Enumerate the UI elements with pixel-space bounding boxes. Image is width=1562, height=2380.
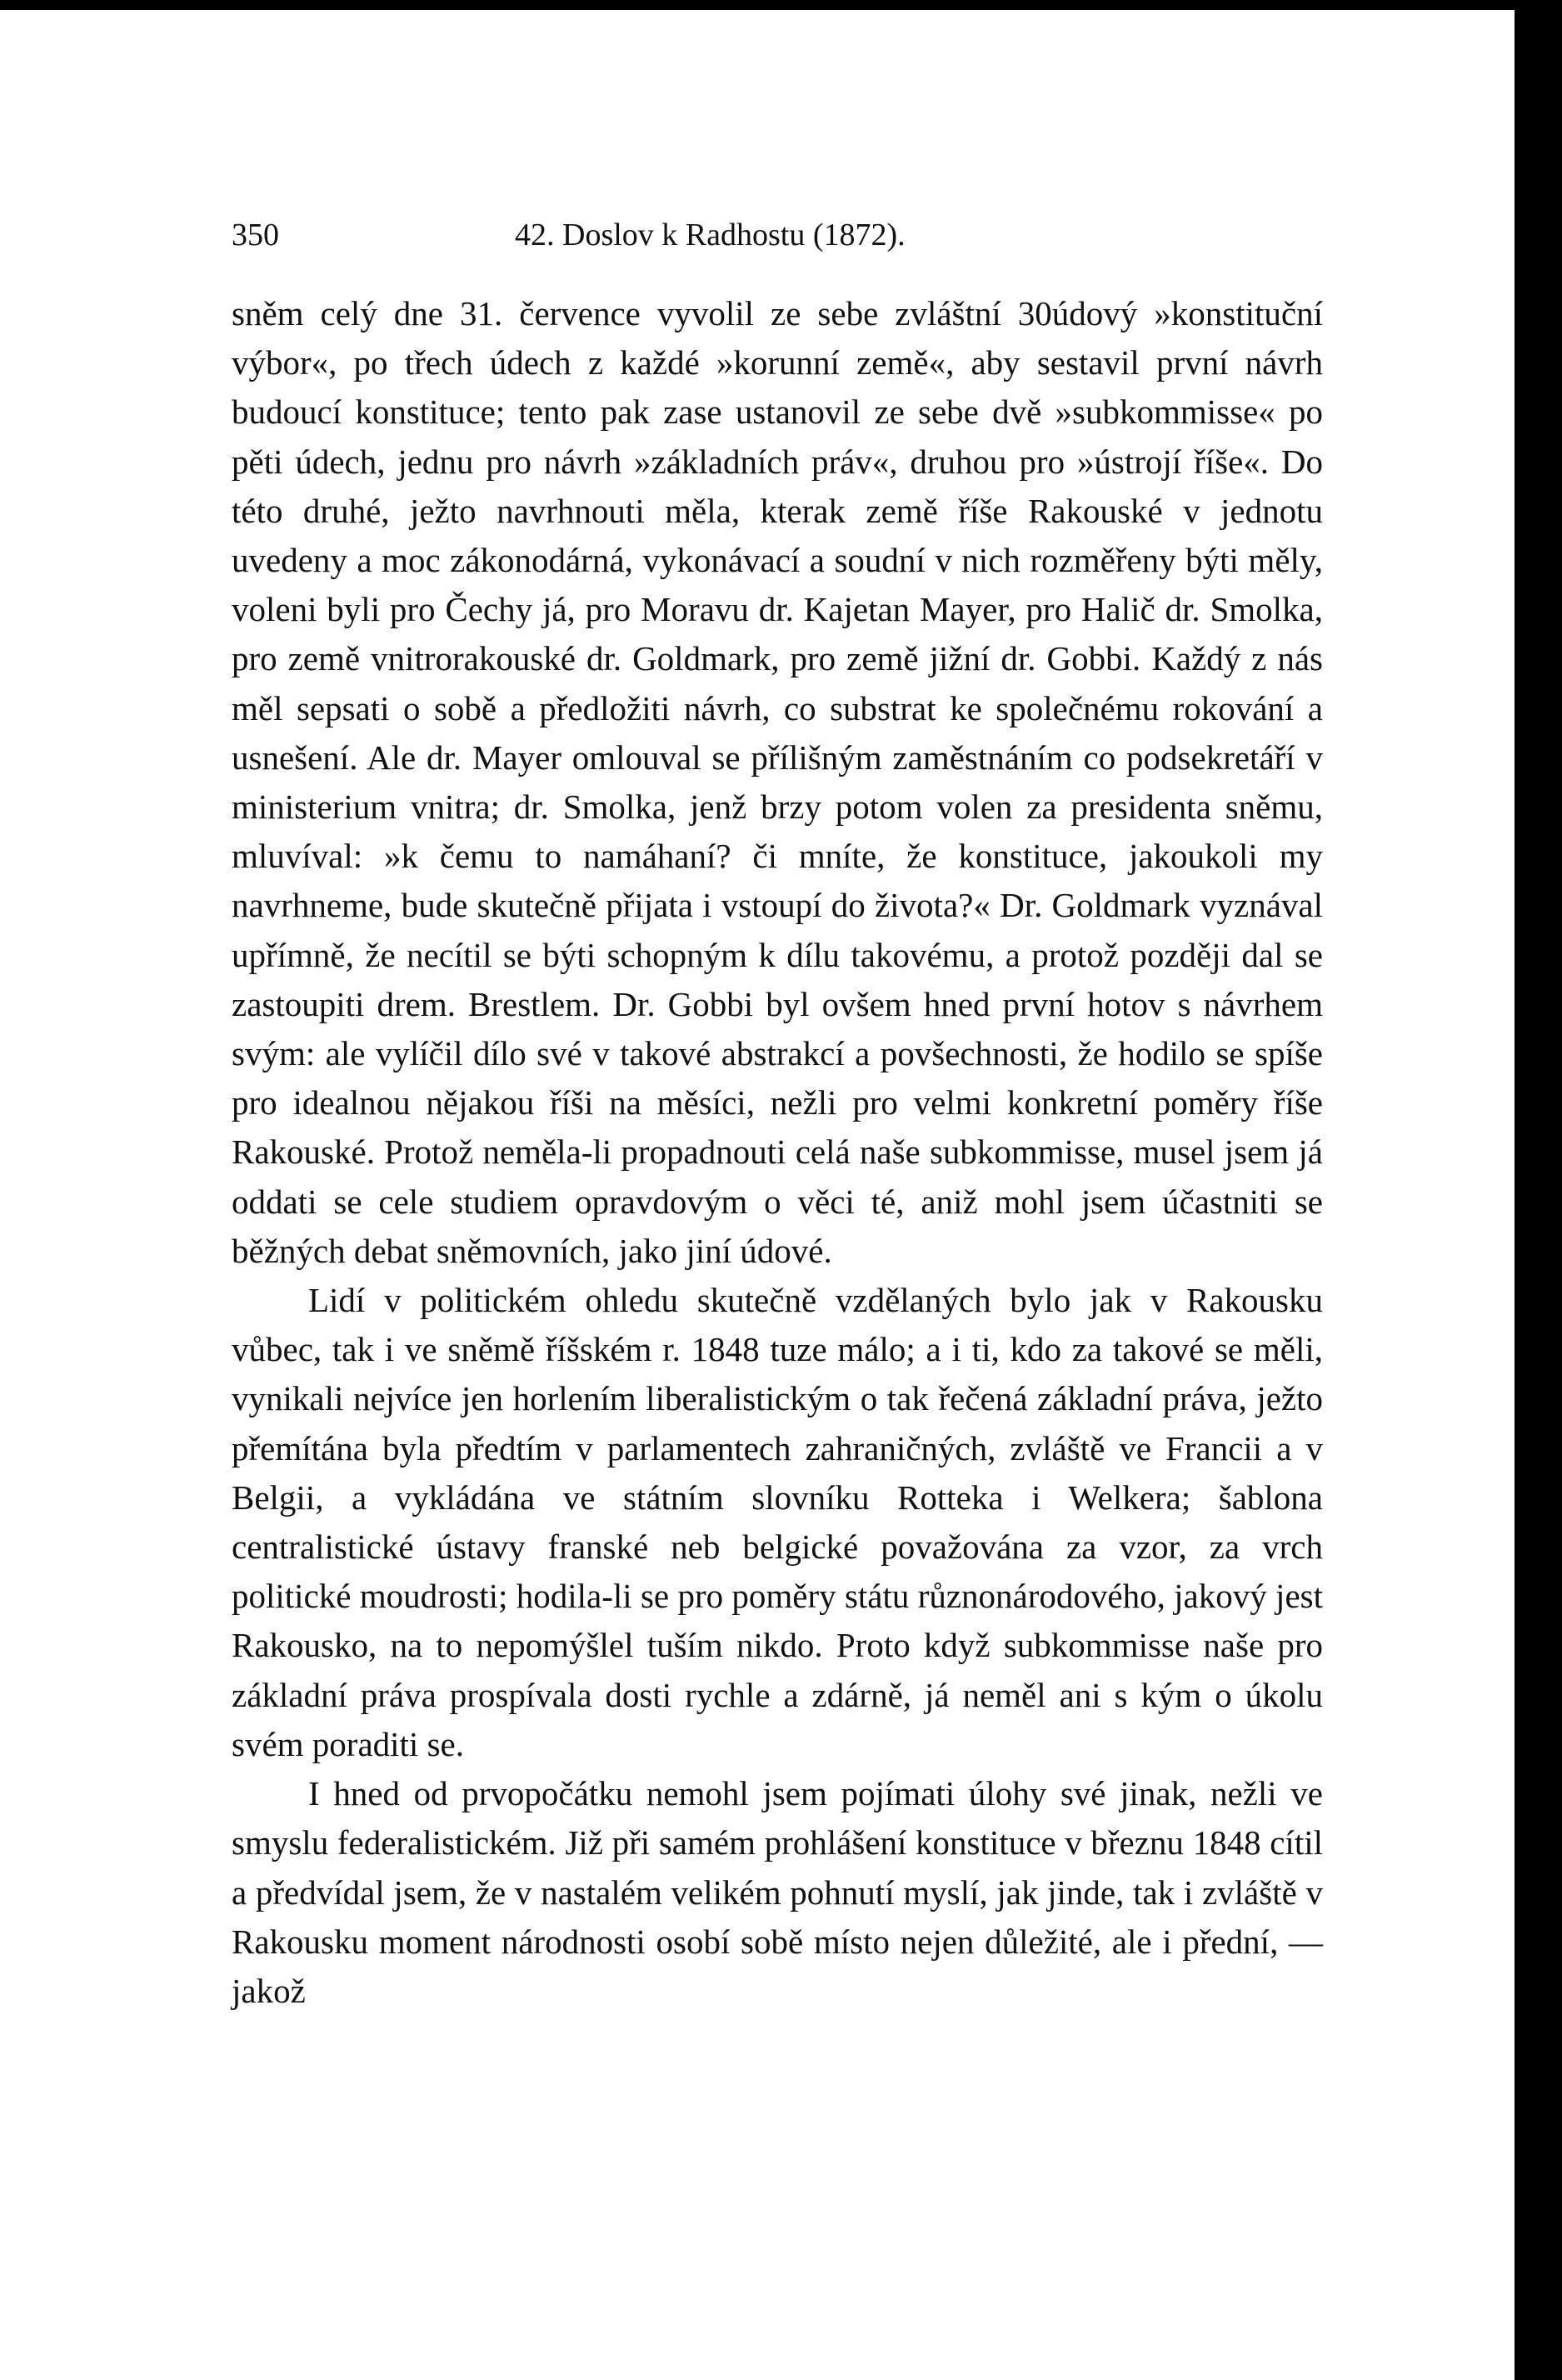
page-header bbox=[232, 217, 1015, 275]
paragraph: sněm celý dne 31. července vyvolil ze sebe zvláštní 30údový »konstituční výbor«, po třech údech z každé »korunní země«, aby sestavil první návrh budoucí konstituce; tento pak zase ustanovil ze sebe dvě »subkommisse« po pěti údech, jednu pro návrh »základních práv«, druhou pro »ústrojí říše«. Do této druhé, ježto navrhnouti měla, kterak země říše Rakouské v jednotu uvedeny a moc zákonodárná, vykonávací a soudní v nich rozměřeny býti měly, voleni byli pro Čechy já, pro Moravu dr. Kajetan Mayer, pro Halič dr. Smolka, pro země vnitrorakouské dr. Goldmark, pro země jižní dr. Gobbi. Každý z nás měl sepsati o sobě a předložiti návrh, co substrat ke společnému rokování a usnešení. Ale dr. Mayer omlouval se přílišným zaměstnáním co podsekretáří v ministerium vnitra; dr. Smolka, jenž brzy potom volen za presidenta sněmu, mluvíval: »k čemu to namáhaní? či mníte, že konstituce, jakoukoli my navrhneme, bude skutečně přijata i vstoupí do života?« Dr. Goldmark vyznával upřímně, že necítil se býti schopným k dílu takovému, a protož později dal se zastoupiti drem. Brestlem. Dr. Gobbi byl ovšem hned první hotov s návrhem svým: ale vylíčil dílo své v takové abstrakcí a povšechnosti, že hodilo se spíše pro idealnou nějakou říši na měsíci, nežli pro velmi konkretní poměry říše Rakouské. Protož neměla-li propadnouti celá naše subkommisse, musel jsem já oddati se cele studiem opravdovým o věci té, aniž mohl jsem účastniti se běžných debat sněmovních, jako jiní údové. bbox=[232, 294, 1323, 1270]
paragraph: I hned od prvopočátku nemohl jsem pojímati úlohy své jinak, nežli ve smyslu federalistickém. Již při samém prohlášení konstituce v březnu 1848 cítil a předvídal jsem, že v nastalém velikém pohnutí myslí, jak jinde, tak i zvláště v Rakousku moment národnosti osobí sobě místo nejen důležité, ale i přední, — jakož bbox=[232, 1774, 1323, 2010]
paragraph: Lidí v politickém ohledu skutečně vzdělaných bylo jak v Rakousku vůbec, tak i ve sněmě říšském r. 1848 tuze málo; a i ti, kdo za takové se měli, vynikali nejvíce jen horlením liberalistickým o tak řečená základní práva, ježto přemítána byla předtím v parlamentech zahraničných, zvláště ve Francii a v Belgii, a vykládána ve státním slovníku Rotteka i Welkera; šablona centralistické ústavy franské neb belgické považována za vzor, za vrch politické moudrosti; hodila-li se pro poměry státu různonárodového, jakový jest Rakousko, na to nepomýšlel tuším nikdo. Proto když subkommisse naše pro základní práva prospívala dosti rychle a zdárně, já neměl ani s kým o úkolu svém poraditi se. bbox=[232, 1281, 1323, 1763]
running-title: 42. Doslov k Radhostu (1872). bbox=[515, 218, 906, 252]
page-number: 350 bbox=[232, 218, 279, 252]
scan-border bbox=[1515, 0, 1562, 2380]
book-page bbox=[0, 10, 1515, 2380]
body-text bbox=[232, 289, 1323, 2016]
